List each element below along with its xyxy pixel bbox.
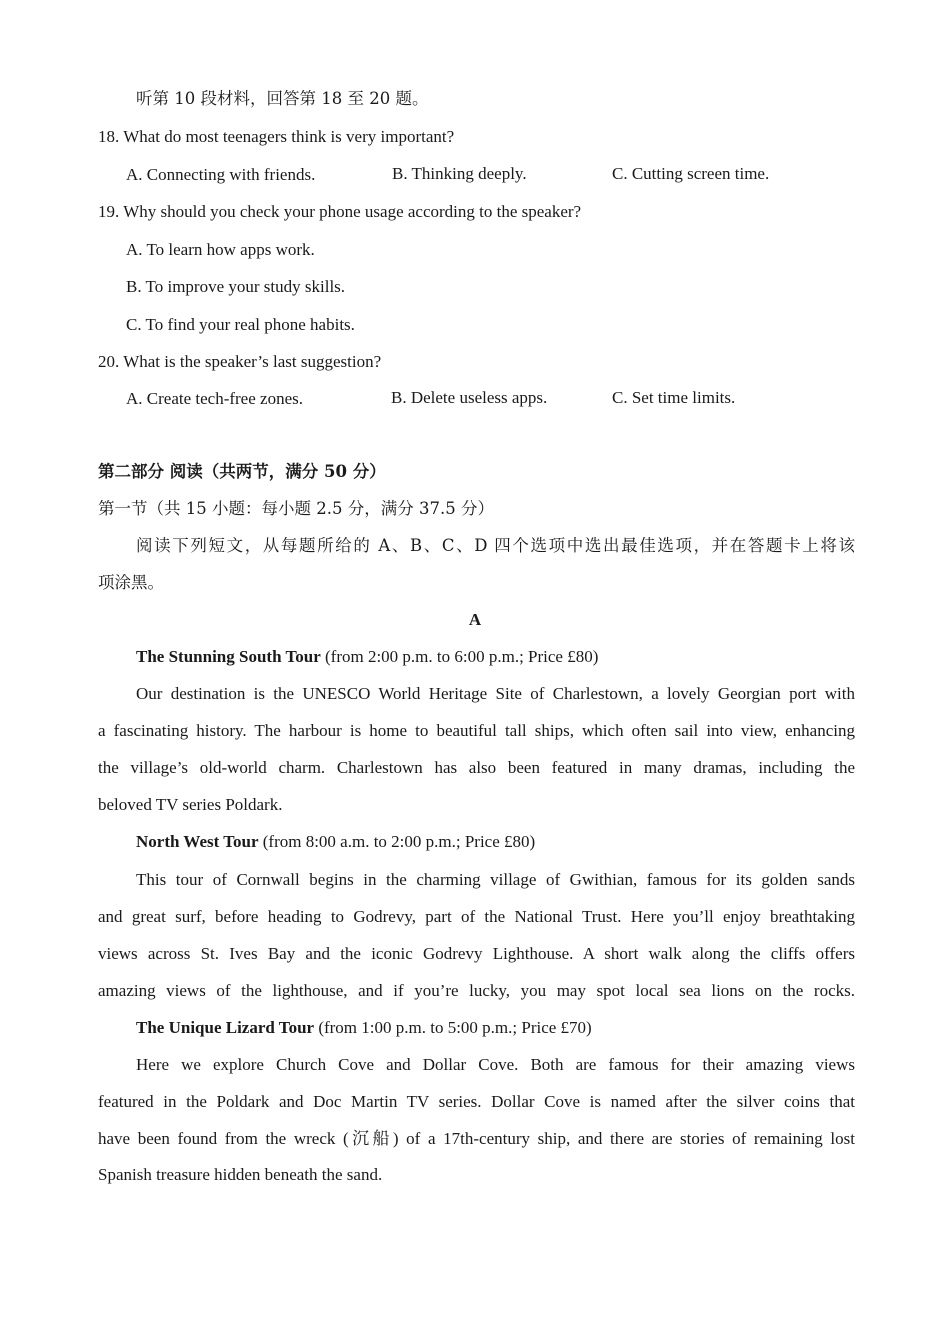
paragraph-line: and great surf, before heading to Godrevy, part of the National Trust. Here you’ll enjoy breathtaking xyxy=(98,907,855,926)
reading-section-title: 第一节（共 15 小题：每小题 2.5 分，满分 37.5 分） xyxy=(98,499,494,518)
question-20-stem: 20. What is the speaker’s last suggestion? xyxy=(98,352,382,371)
question-18-option-c: C. Cutting screen time. xyxy=(612,164,770,183)
question-18-stem: 18. What do most teenagers think is very important? xyxy=(98,127,455,146)
paragraph-line: a fascinating history. The harbour is home to beautiful tall ships, which often sail into view, enhancing xyxy=(98,721,855,740)
question-20-option-c: C. Set time limits. xyxy=(612,388,736,407)
tour-name: North West Tour xyxy=(136,832,259,851)
paragraph-line: have been found from the wreck (沉船) of a 17th-century ship, and there are stories of remaining lost xyxy=(98,1129,855,1148)
reading-part-title: 第二部分 阅读（共两节，满分 50 分） xyxy=(98,462,386,481)
question-18-option-b: B. Thinking deeply. xyxy=(392,164,527,183)
tour-details: (from 2:00 p.m. to 6:00 p.m.; Price £80) xyxy=(320,647,599,666)
passage-label: A xyxy=(468,610,482,629)
paragraph-line: amazing views of the lighthouse, and if you’re lucky, you may spot local sea lions on the rocks. xyxy=(98,981,855,1000)
paragraph-line: Here we explore Church Cove and Dollar Cove. Both are famous for their amazing views xyxy=(136,1055,855,1074)
tour-heading xyxy=(136,647,598,667)
question-18-option-a: A. Connecting with friends. xyxy=(126,165,316,184)
question-20-option-b: B. Delete useless apps. xyxy=(391,388,548,407)
paragraph-line: This tour of Cornwall begins in the charming village of Gwithian, famous for its golden sands xyxy=(136,870,855,889)
paragraph-line: featured in the Poldark and Doc Martin TV series. Dollar Cove is named after the silver coins that xyxy=(98,1092,855,1111)
tour-heading xyxy=(136,832,535,852)
paragraph-line: Spanish treasure hidden beneath the sand. xyxy=(98,1165,383,1184)
paragraph-line: Our destination is the UNESCO World Heritage Site of Charlestown, a lovely Georgian port with xyxy=(136,684,855,703)
question-19-option-a: A. To learn how apps work. xyxy=(126,240,315,259)
listening-instruction: 听第 10 段材料，回答第 18 至 20 题。 xyxy=(136,89,429,108)
tour-name: The Stunning South Tour xyxy=(136,647,321,666)
reading-instruction-line-1: 阅读下列短文，从每题所给的 A、B、C、D 四个选项中选出最佳选项，并在答题卡上将该 xyxy=(136,536,855,555)
question-19-option-b: B. To improve your study skills. xyxy=(126,277,346,296)
tour-details: (from 1:00 p.m. to 5:00 p.m.; Price £70) xyxy=(314,1018,592,1037)
paragraph-line: beloved TV series Poldark. xyxy=(98,795,283,814)
question-19-option-c: C. To find your real phone habits. xyxy=(126,315,355,334)
tour-name: The Unique Lizard Tour xyxy=(136,1018,315,1037)
tour-heading xyxy=(136,1018,592,1038)
reading-instruction-line-2: 项涂黑。 xyxy=(98,573,164,592)
question-19-stem: 19. Why should you check your phone usage according to the speaker? xyxy=(98,202,582,221)
question-20-option-a: A. Create tech-free zones. xyxy=(126,389,303,408)
tour-details: (from 8:00 a.m. to 2:00 p.m.; Price £80) xyxy=(258,832,536,851)
paragraph-line: views across St. Ives Bay and the iconic Godrevy Lighthouse. A short walk along the cliffs offers xyxy=(98,944,855,963)
paragraph-line: the village’s old-world charm. Charlestown has also been featured in many dramas, including the xyxy=(98,758,855,777)
